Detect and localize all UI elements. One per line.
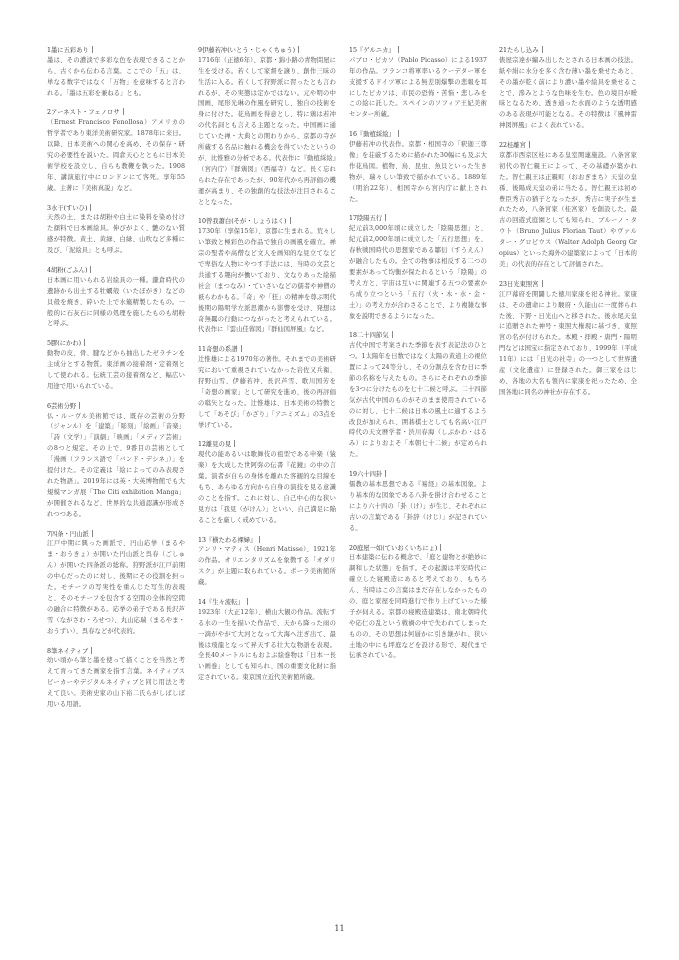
title-divider: [529, 141, 530, 148]
entry-body: 伊藤若冲の代表作。京都・相国寺の「釈迦三尊像」を荘厳するために描かれた30幅にも及ぶ大作花鳥図。植物、鳥、昆虫、魚貝といった生き物が、瑞々しい筆致で描かれている。1889年（明治22年）、相国寺から宮内庁に献上された。: [349, 141, 487, 203]
entry-title: [198, 598, 336, 608]
entry-title-text: 21たらし込み: [499, 47, 539, 54]
entry-title-text: 18二十四節気: [349, 332, 389, 340]
entry-title-text: 11奇想の系譜: [198, 346, 238, 354]
entry-body: 紀元前3,000年頃に成立した「陰陽思想」と、紀元前2,000年頃に成立した「五行思想」を、春秋戦国時代の思想家である鄒衍（すうえん）が融合したもの。全ての物事は相反する二つの要素があって均衡が保たれるという「陰陽」の考え方と、宇宙は互いに関連する五つの要素から成り立つという「五行（火・木・水・金・土）」の考え方が合わさることで、より複雑な事象を説明できるようになった。: [349, 225, 487, 320]
text-column: [198, 46, 336, 693]
entry-title: [47, 204, 185, 214]
title-divider: [392, 331, 393, 338]
entry-title: [198, 536, 336, 546]
title-divider: [398, 46, 399, 53]
title-divider: [298, 46, 299, 53]
entry-title: [198, 440, 336, 450]
entry-title: [349, 46, 487, 56]
entry-title-text: 14『生々流転』: [198, 599, 244, 607]
entry-body: アンリ・マティス（Henri Matisse）、1921年の作品。オリエンタリズムを象徴する「オダリスク」が主題に取られている。ポーラ美術館所蔵。: [198, 546, 336, 587]
entry-body: 天然の土、または胡粉や白土に染料を染め付けた顔料で日本画絵具。伸びがよく、艶のない質感が特徴。黄土、黄緑、白緑、山吹など多種に及び、「泥絵具」とも呼ぶ。: [47, 214, 185, 255]
entry-title-text: 20庭屋一如(ていおくいちにょ): [349, 544, 438, 552]
entry-body: 1923年（大正12年）、横山大観の作品。流転する水の一生を描いた作品で、天から降った雨の一滴がやがて大河となって大海へ注ぎ出て、最後は飛龍となって昇天する壮大な物語を表現。全長40メートルにもおよぶ絵巻物は「日本一長い画巻」としても知られ、国の重要文化財に指定されている。東京国立近代美術館所蔵。: [198, 608, 336, 682]
title-divider: [92, 46, 93, 53]
glossary-entry: [499, 141, 637, 271]
text-column: [349, 46, 487, 671]
entry-title: [47, 339, 185, 349]
entry-title: [47, 266, 185, 276]
entry-title-text: 12離見の見: [198, 441, 232, 449]
glossary-entry: [349, 46, 487, 121]
entry-title: [47, 46, 185, 56]
entry-body: 現代の能あるいは歌舞伎の祖型である申楽（猿楽）を大成した世阿弥の伝書『花鏡』の中の言葉。演者が自らの身体を離れた客観的な目線をもち、あらゆる方向から自身の演技を見る意識のことを指す。これに対し、自己中心的な狭い見方は「我見（がけん）」といい、自己満足に陥ることを厳しく戒めている。: [198, 451, 336, 524]
title-divider: [398, 130, 399, 137]
glossary-entry: [198, 598, 336, 684]
title-divider: [90, 266, 91, 273]
entry-title: [499, 280, 637, 290]
entry-body: 俵屋宗達が編み出したとされる日本画の技法。紙や絹に水分を多く含む薄い墨を乗せたあと、その墨が乾く前により濃い墨や絵具を乗せることで、滲みとような色味を生む。色の境目が曖昧となるため、透き通った水面のような透明感のある表現が可能となる。その特徴は『風神雷神図屏風』によく表れている。: [499, 56, 637, 130]
entry-title-text: 2アーネスト・フェノロサ: [47, 109, 120, 117]
title-divider: [90, 204, 91, 211]
entry-title-text: 22桂離宮: [499, 142, 526, 150]
glossary-entry: [47, 266, 185, 330]
glossary-entry: [47, 204, 185, 257]
entry-title-text: 15『ゲルニカ』: [349, 47, 395, 54]
entry-title-text: 10曾我蕭白(そが・しょうはく): [198, 218, 287, 226]
entry-title: [198, 46, 336, 56]
entry-body: （Ernest Francisco Fenollosa）アメリカの哲学者であり東洋美術研究家。1878年に来日。以降、日本美術への関心を高め、その保存・研究の必要性を説いた。岡倉天心とともに日本美術学校を設立し、自らも教鞭を執った。1908年、講演旅行中にロンドンにて客死。享年55歳。主著に『美術真説』など。: [47, 119, 185, 192]
glossary-entry: [198, 46, 336, 208]
entry-title: [47, 402, 185, 412]
entry-title-text: 16『動植綵絵』: [349, 131, 395, 139]
glossary-entry: [349, 214, 487, 322]
entry-body: 京都市西京区桂にある皇室関連施設。八条宮家初代の智仁親王によって、その基礎が築かれた。智仁親王は正親町（おおぎまち）天皇の皇孫、後陽成天皇の弟に当たる。智仁親王は初め豊臣秀吉の猶子となったが、秀吉に実子が生まれたため、八条宮家（桂宮家）を創設した。最古の回遊式庭園としても知られ、ブルーノ・タウト（Bruno Julius Florian Taut）やヴァルター・グロピウス（Walter Adolph Georg Gropius）といった海外の建築家によって「日本的美」の代表的存在として評価された。: [499, 151, 637, 268]
entry-title-text: 3水干(すいひ): [47, 204, 88, 212]
title-divider: [440, 544, 441, 551]
page-number: 11: [334, 924, 345, 933]
entry-title-text: 19六十四卦: [349, 471, 383, 479]
entry-title: [198, 345, 336, 355]
title-divider: [234, 440, 235, 447]
glossary-entry: [349, 331, 487, 461]
entry-title-text: 17陰陽五行: [349, 215, 383, 223]
title-divider: [290, 217, 291, 224]
glossary-entry: [499, 46, 637, 132]
entry-body: 1730年（享保15年）、京都に生まれる。荒々しい筆致と極彩色の作品で独自の画風を確立。禅宗の聖者や高僧など文人を画知的な見立てなどで卑俗な人物にやつす手法には、当時の文芸と共通する趣向が働いており、文なりあった絵描社会（まつなみ）・ていさいなどの儒者や神僧の祇らわかもる。「奇」や「狂」の精神を尊ぶ明代後期の陽明学左派思潮から影響を受け、発想は奇無羈の行動につながったと考えられている。代表作に『雲山佳蓉図』『群仙図屏風』など。: [198, 228, 336, 334]
glossary-entry: [47, 108, 185, 194]
entry-title: [349, 470, 487, 480]
entry-title-text: 23日光東照宮: [499, 280, 539, 288]
entry-title-text: 13『横たわる裸婦』: [198, 536, 257, 544]
title-divider: [92, 530, 93, 537]
title-divider: [542, 280, 543, 287]
entry-body: 儒教の基本思想である『易経』の基本図象。より基本的な図象である八卦を掛け合わせることにより六十四の「卦（け）」が生じ、それぞれに古いの言葉である「卦辞（けじ）」が記されている。: [349, 480, 487, 532]
entry-body: パブロ・ピカソ（Pablo Picasso）による1937年の作品。フランコ将軍率いるクーデター軍を支援するドイツ軍による無差別爆撃の悲報を耳にしたピカソは、市民の恐怖・苦悩・悲しみをこの絵に託した。スペインのソフィア王妃美術センター所蔵。: [349, 56, 487, 119]
glossary-entry: [47, 339, 185, 392]
entry-body: 日本画に用いられる岩絵具の一種。鎌倉時代の遺跡から出土する牡蠣殻（いたぼがき）などの貝殻を焼き、砕いた上で水簸精製したもの。一般的に石灰石に同様の処理を施したものも胡粉と呼ぶ。: [47, 276, 185, 328]
entry-title: [47, 108, 185, 118]
glossary-entry: [198, 345, 336, 431]
glossary-entry: [47, 530, 185, 638]
glossary-entry: [349, 544, 487, 663]
glossary-entry: [499, 280, 637, 399]
entry-title-text: 4胡粉(ごふん): [47, 266, 88, 274]
entry-body: 江戸幕府を開闢した徳川家康を祀る神社。家康は、その遺命により駿府・久能山に一度葬られた後、下野・日光山へと移された。後水尾天皇に追贈された神号・東照大権現に基づき、東照宮の名が付けられた。本殿・拝殿・唐門・陽明門などは国宝に指定されており、1999年（平成11年）には「日光の社寺」の一つとして世界遺産（文化遺産）に登録された。御三家をはじめ、各地の大名も領内に家康を祀ったため、全国各地に同名の神社が存在する。: [499, 290, 637, 396]
glossary-entry: [198, 536, 336, 589]
title-divider: [385, 214, 386, 221]
entry-title: [349, 130, 487, 140]
glossary-entry: [47, 402, 185, 521]
entry-body: 墨は、その濃淡で多彩な色を表現できることから、古くから伝わる言葉。ここでの「五」は、単なる数字ではなく「万物」を意味すると言われる。「墨は五彩を兼ねる」とも。: [47, 56, 185, 97]
title-divider: [79, 402, 80, 409]
entry-title-text: 1墨に五彩あり: [47, 47, 89, 54]
title-divider: [259, 536, 260, 543]
entry-body: 動物の皮、骨、腱などから抽出したゼラチンを主成分とする物質。東洋画の接着剤・定着剤として使われる。伝統工芸の接着剤など、幅広い用途で用いられている。: [47, 350, 185, 390]
entry-title: [47, 647, 185, 657]
entry-title-text: 9伊藤若冲(いとう・じゃくちゅう): [198, 47, 296, 54]
entry-title: [198, 217, 336, 227]
entry-body: 1716年（正徳6年）、京都・錦小路の青物問屋に生を受ける。若くして家督を譲り、創作三昧の生活に入る。若くして狩野派に習ったとも言われるが、その実態は定かではない。元や明の中国画、尾形光琳の作風を研究し、独自の技術を身に付けた。花鳥画を得意とし、特に鶏は若冲の代名詞とも言える主題となった。中国画に通じていた禅・大典との関わりから、京都の寺が所蔵する名品に触れる機会を得ていたというのが、比惟雅の分析である。代表作に『動植綵絵』（宮内庁）『群鶏図』（西福寺）など。長く忘れられた存在であったが、90年代から再評価の機運が高まり、その独創的な技法が注目されることとなった。: [198, 56, 336, 206]
title-divider: [91, 647, 92, 654]
glossary-entry: [47, 46, 185, 99]
glossary-entry: [349, 130, 487, 205]
title-divider: [247, 598, 248, 605]
title-divider: [542, 46, 543, 53]
glossary-entry: [198, 217, 336, 336]
entry-title-text: 8筆ネイティブ: [47, 647, 89, 655]
text-column: [47, 46, 185, 720]
entry-title: [499, 141, 637, 151]
text-column: [499, 46, 637, 408]
entry-body: 辻惟雄による1970年の著作。それまでの美術研究において重視されていなかった岩佐又兵衛、狩野山雪、伊藤若冲、長沢芦雪、歌川国芳を「奇想の画家」として研究を進め、後の再評価の嚆矢となった。辻惟雄は、日本美術の特徴として「あそび」「かざり」「アニミズム」の3点を挙げている。: [198, 356, 336, 429]
glossary-entry: [349, 470, 487, 534]
entry-body: 幼い頃から筆と墨を使って描くことを当然と考えて育ってきた画家を指す言葉。ネイティブスピーカーやデジタルネイティブと同じ用法と考えて良い。美術史家の山下裕二氏らがしばしば用いる用語。: [47, 657, 185, 708]
title-divider: [123, 108, 124, 115]
entry-title-text: 6芸術分野: [47, 402, 77, 410]
title-divider: [385, 470, 386, 477]
title-divider: [84, 339, 85, 346]
glossary-entry: [198, 440, 336, 526]
glossary-entry: [47, 647, 185, 711]
entry-body: 日本建築に伝わる概念で、「庭と建物とが絶妙に調和した状態」を指す。その起源は平安時代に確立した寝殿造にあると考えており、もちろん、当時はこの言葉はまだ存在しなかったものの、庭と家屋を同時進行で作り上げていった様子が伺える。京都の寝殿造建築は、南北朝時代や応仁の乱という戦禍の中で失われてしまったものの、その思想は何層かに引き継がれ、狭い土地の中にも坪庭などを設ける形で、現代まで伝承されている。: [349, 554, 487, 660]
entry-body: 江戸中期に興った画派で、円山応挙（まるやま・おうきょ）が開いた円山派と呉春（ごしゅん）が開いた四条派の総称。狩野派が江戸前期の中心だったのに対し、後期にその役割を担った。モチーフの写実性を重んじた写生的表現と、そのモチーフを包含する空間の全体的空間の融合に特徴がある。応挙の弟子である長沢芦雪（ながさわ・ろせつ）、丸山応瑞（まるやま・おうずい）、呉春などが代表的。: [47, 540, 185, 635]
entry-title: [349, 331, 487, 341]
entry-title: [349, 214, 487, 224]
title-divider: [241, 345, 242, 352]
entry-title-text: 5膠(にかわ): [47, 340, 82, 348]
entry-body: 古代中国で考案された季節を表す表記法のひとつ。1太陽年を日数ではなく太陽の黄道上の視位置によって24等分し、その分割点を含む日に季節の名称を与えたもの。さらにそれぞれの季節を3つに分けたものを七十二候と呼ぶ。二十四節気が古代中国のものがそのまま使用されているのに対し、七十二候は日本の風土に適するよう改良が加えられ、囲碁棋士としても名高い江戸時代の天文暦学者・渋川春海（しぶかわ・はるみ）によりおよそ「本朝七十二候」が定められた。: [349, 342, 487, 459]
entry-body: 仏・ルーヴル美術館では、既存の芸術の分野（ジャンル）を「建築」「彫刻」「絵画」「音楽」「詩（文学）」「演劇」「映画」「メディア芸術」の8つと規定。その上で、9番目の芸術として「漫画（フランス語で「バンド・デシネ」）」を提付けた。その定義は「絵によってのみ表現された物語」。2019年には英・大英博物館でも大規模マンガ展「The Citi exhibition Manga」が開催されるなど、世界的な共通認識が形成されつつある。: [47, 412, 185, 518]
entry-title: [499, 46, 637, 56]
entry-title: [47, 530, 185, 540]
entry-title: [349, 544, 487, 554]
entry-title-text: 7四条・円山派: [47, 530, 89, 538]
